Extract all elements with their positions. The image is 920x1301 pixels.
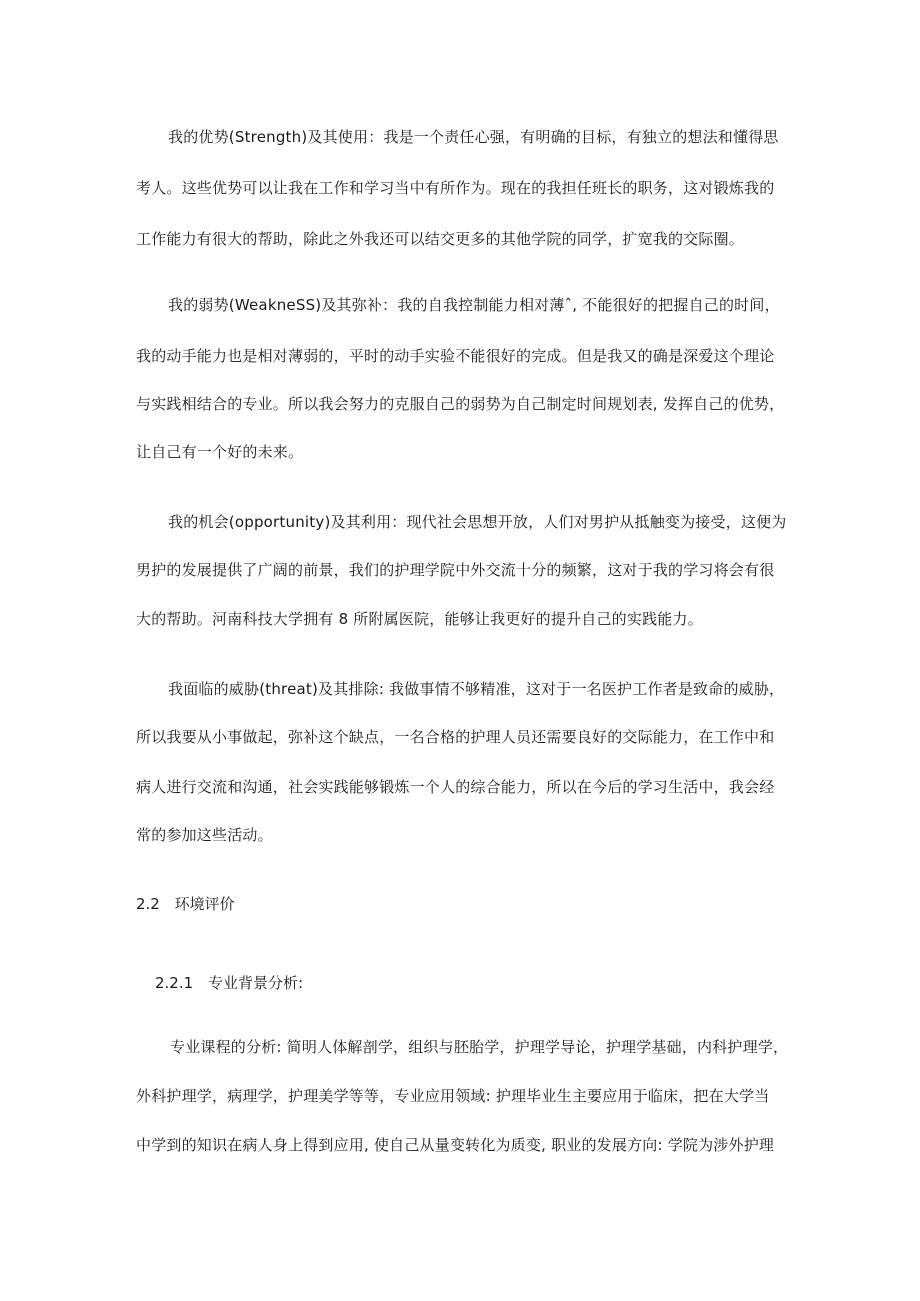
text-line: 工作能力有很大的帮助，除此之外我还可以结交更多的其他学院的同学，扩宽我的交际圈。	[136, 230, 745, 248]
text-line: 大的帮助。河南科技大学拥有 8 所附属医院，能够让我更好的提升自己的实践能力。	[136, 610, 703, 628]
text-line: 考人。这些优势可以让我在工作和学习当中有所作为。现在的我担任班长的职务，这对锻炼我的	[136, 179, 775, 197]
heading-title: 专业背景分析:	[207, 974, 304, 992]
text-line: 男护的发展提供了广阔的前景，我们的护理学院中外交流十分的频繁，这对于我的学习将会有很	[136, 561, 775, 579]
text-line: 外科护理学，病理学，护理美学等等，专业应用领域: 护理毕业生主要应用于临床，把在大学当	[136, 1087, 770, 1105]
text-line: 我的弱势(WeakneSS)及其弥补：我的自我控制能力相对薄ˆ, 不能很好的把握自己的时间，	[168, 296, 780, 314]
heading-number: 2.2	[136, 895, 160, 913]
text-line: 所以我要从小事做起，弥补这个缺点，一名合格的护理人员还需要良好的交际能力，在工作中和	[136, 728, 775, 746]
text-line: 我面临的威胁(threat)及其排除: 我做事情不够精准，这对于一名医护工作者是致命的威胁，	[168, 680, 785, 698]
text-line: 与实践相结合的专业。所以我会努力的克服自己的弱势为自己制定时间规划表, 发挥自己的优势，	[136, 395, 785, 413]
section-heading-2-2	[136, 894, 235, 914]
text-line: 专业课程的分析: 简明人体解剖学，组织与胚胎学，护理学导论，护理学基础，内科护理学，	[170, 1038, 789, 1056]
text-line: 我的动手能力也是相对薄弱的，平时的动手实验不能很好的完成。但是我又的确是深爱这个理论	[136, 347, 775, 365]
text-line: 病人进行交流和沟通，社会实践能够锻炼一个人的综合能力，所以在今后的学习生活中，我会经	[136, 778, 775, 796]
text-line: 我的机会(opportunity)及其利用：现代社会思想开放，人们对男护从抵触变为接受，这便为	[168, 513, 787, 531]
text-line: 我的优势(Strength)及其使用：我是一个责任心强，有明确的目标，有独立的想法和懂得思	[168, 128, 779, 146]
subsection-heading-2-2-1	[155, 973, 303, 993]
text-line: 让自己有一个好的未来。	[136, 443, 304, 461]
heading-number: 2.2.1	[155, 974, 194, 992]
heading-title: 环境评价	[174, 895, 235, 913]
text-line: 常的参加这些活动。	[136, 826, 273, 844]
text-line: 中学到的知识在病人身上得到应用, 使自己从量变转化为质变, 职业的发展方向: 学院为涉外护理	[136, 1136, 775, 1154]
